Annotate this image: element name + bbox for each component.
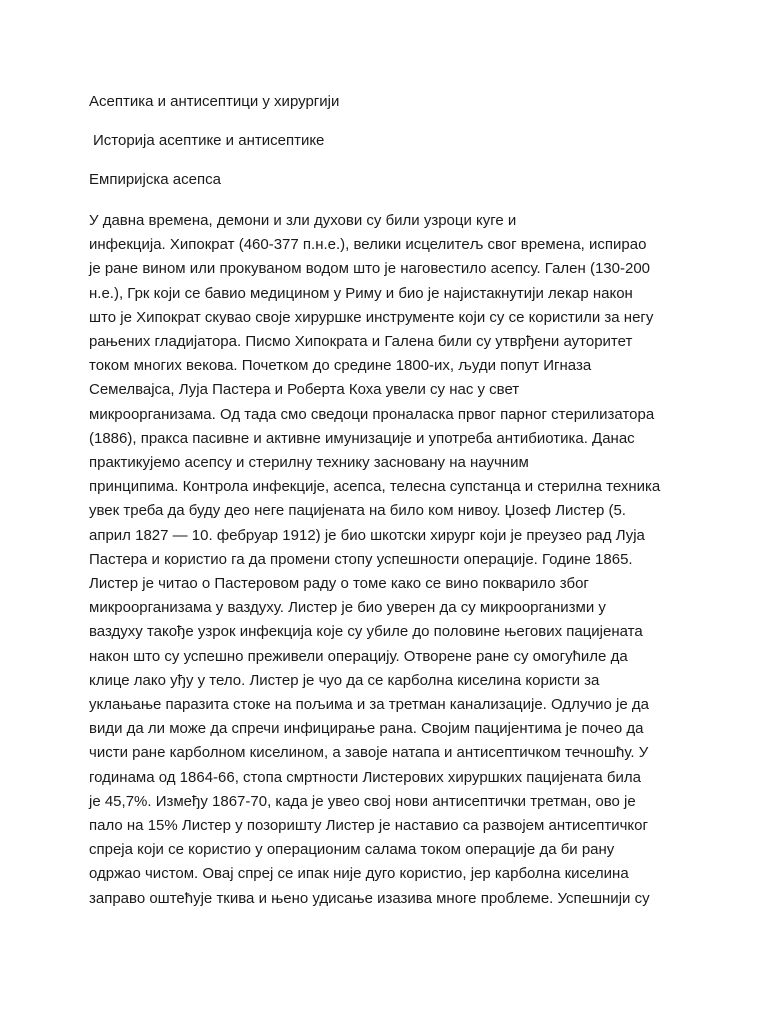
- text-line: годинама од 1864-66, стопа смртности Листерових хируршких пацијената била: [89, 768, 641, 786]
- document-content: [89, 92, 689, 911]
- document-subtitle: Историја асептике и антисептике: [93, 132, 325, 149]
- text-line: пало на 15% Листер у позоришту Листер је наставио са развојем антисептичког: [89, 817, 648, 835]
- text-line: након што су успешно преживели операцију. Отворене ране су омогућиле да: [89, 647, 628, 665]
- text-line: клице лако уђу у тело. Листер је чуо да се карболна киселина користи за: [89, 671, 600, 689]
- text-line: током многих векова. Почетком до средине 1800-их, људи попут Игназа: [89, 357, 592, 375]
- text-line: микроорганизама у ваздуху. Листер је био уверен да су микроорганизми у: [89, 599, 606, 617]
- text-line: ваздуху такође узрок инфекција које су убиле до половине његових пацијената: [89, 623, 643, 641]
- document-title: Асептика и антисептици у хирургији: [89, 93, 340, 110]
- text-line: заправо оштећује ткива и њено удисање изазива многе проблеме. Успешнији су: [89, 889, 650, 907]
- text-line: У давна времена, демони и зли духови су били узроци куге и: [89, 212, 517, 229]
- text-line: април 1827 — 10. фебруар 1912) је био шкотски хирург који је преузео рад Луја: [89, 526, 645, 544]
- text-line: види да ли може да спречи инфицирање рана. Својим пацијентима је почео да: [89, 720, 644, 738]
- text-line: рањених гладијатора. Писмо Хипократа и Галена били су утврђени ауторитет: [89, 333, 633, 351]
- section-heading: Емпиријска асепса: [89, 171, 221, 188]
- text-line: принципима. Контрола инфекције, асепса, телесна супстанца и стерилна техника: [89, 478, 661, 496]
- text-line: Пастера и користио га да промени стопу успешности операције. Године 1865.: [89, 550, 633, 568]
- text-line: уклањање паразита стоке на пољима и за третман канализације. Одлучио је да: [89, 696, 649, 714]
- text-line: микроорганизама. Од тада смо сведоци проналаска првог парног стерилизатора: [89, 405, 655, 423]
- text-line: одржао чистом. Овај спреј се ипак није дуго користио, јер карболна киселина: [89, 865, 629, 883]
- text-line: увек треба да буду део неге пацијената на било ком нивоу. Џозеф Листер (5.: [89, 502, 626, 520]
- body-paragraph: [89, 209, 689, 911]
- text-line: што је Хипократ скувао своје хируршке инструменте који су се користили за негу: [89, 308, 654, 326]
- text-line: је ране вином или прокуваном водом што је наговестило асепсу. Гален (130-200: [89, 260, 650, 278]
- text-line: спреја који се користио у операционим салама током операције да би рану: [89, 841, 615, 859]
- text-line: Семелвајса, Луја Пастера и Роберта Коха увели су нас у свет: [89, 381, 520, 399]
- text-line: (1886), пракса пасивне и активне имунизације и употреба антибиотика. Данас: [89, 429, 635, 447]
- text-line: инфекција. Хипократ (460-377 п.н.е.), велики исцелитељ свог времена, испирао: [89, 236, 647, 254]
- text-line: н.е.), Грк који се бавио медицином у Риму и био је најистакнутији лекар након: [89, 284, 633, 302]
- text-line: је 45,7%. Између 1867-70, када је увео свој нови антисептички третман, ово је: [89, 792, 636, 810]
- text-line: Листер је читао о Пастеровом раду о томе како се вино покварило због: [89, 575, 589, 593]
- text-line: чисти ране карболном киселином, а завоје натапа и антисептичком течношћу. У: [89, 744, 649, 762]
- text-line: практикујемо асепсу и стерилну технику засновану на научним: [89, 454, 529, 472]
